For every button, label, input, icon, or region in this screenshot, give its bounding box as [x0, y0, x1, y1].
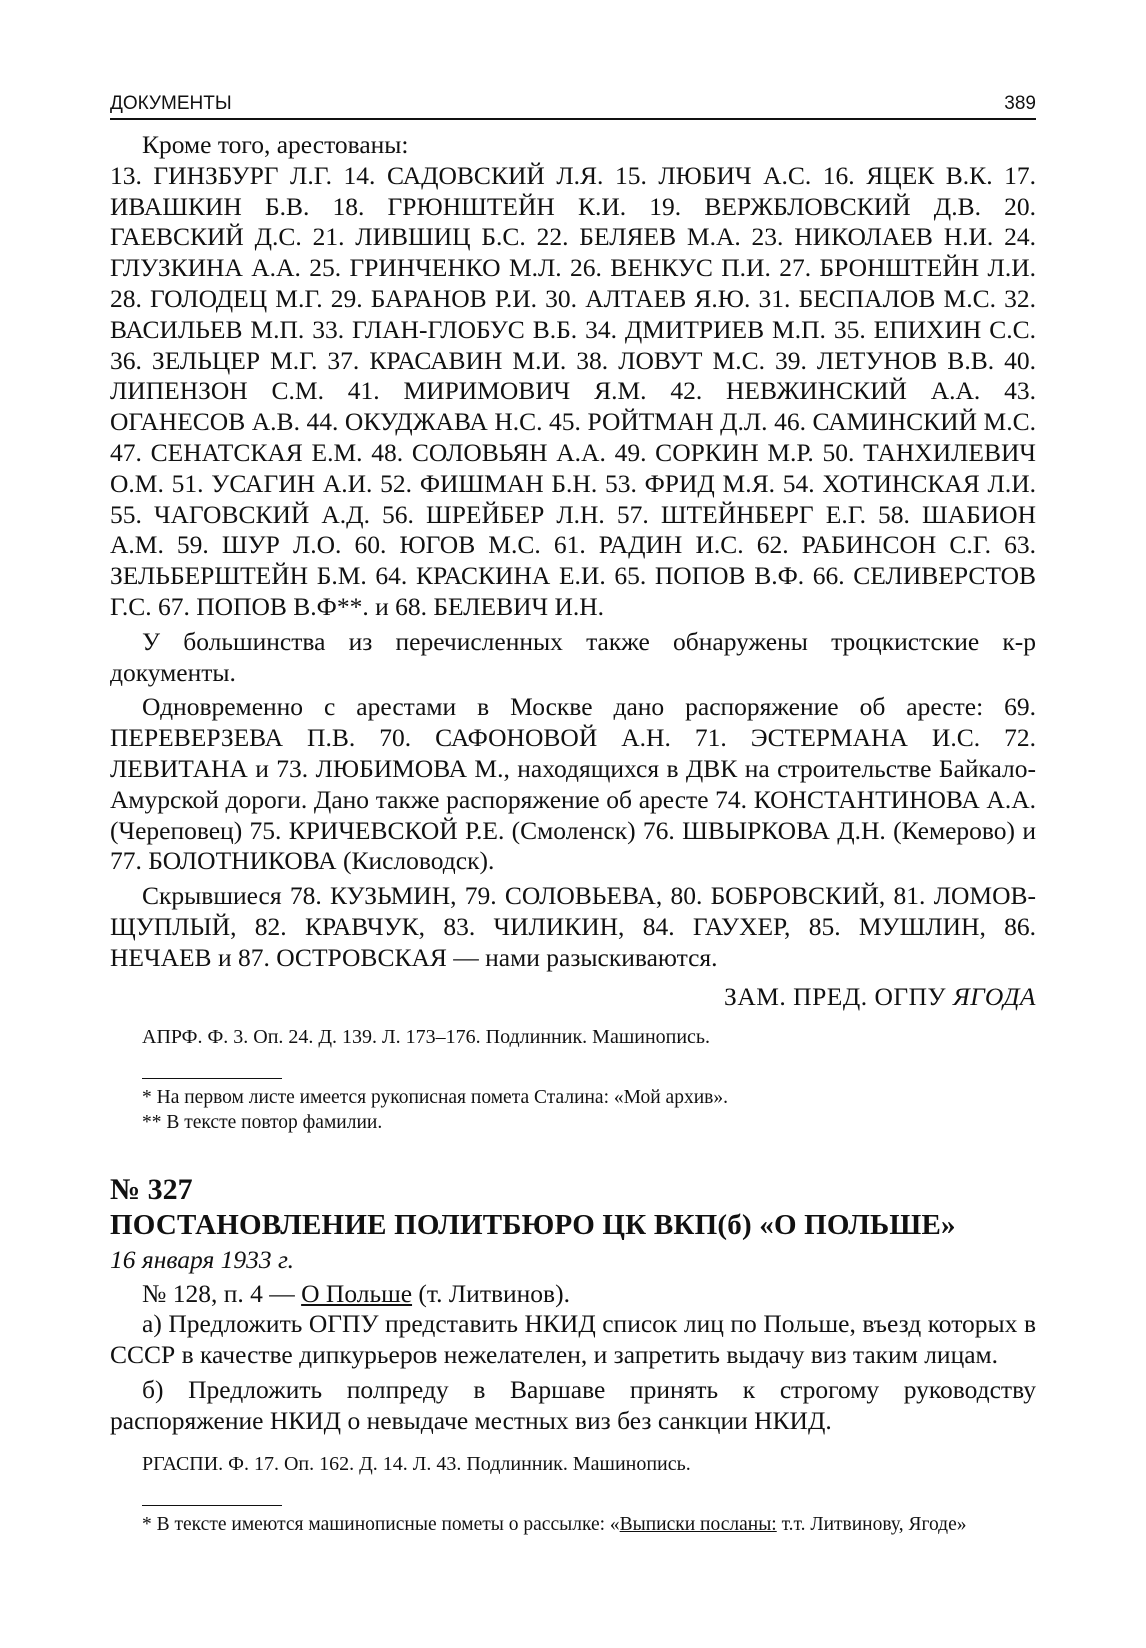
document-date: 16 января 1933 г. — [110, 1244, 295, 1274]
footnote-327-underlined: Выписки посланы: — [619, 1513, 777, 1535]
protocol-item — [110, 1279, 1036, 1310]
book-page — [110, 92, 1036, 1537]
footnote-1: * На первом листе имеется рукописная помета Сталина: «Мой архив». — [142, 1086, 728, 1108]
header-rule — [110, 118, 1036, 120]
signature — [110, 982, 1036, 1012]
signature-title: ЗАМ. ПРЕД. ОГПУ — [724, 981, 947, 1011]
arrest-intro: Кроме того, арестованы: — [142, 130, 409, 159]
footnote-2: ** В тексте повтор фамилии. — [142, 1111, 383, 1133]
archive-reference: АПРФ. Ф. 3. Оп. 24. Д. 139. Л. 173–176. Подлинник. Машинопись. — [142, 1025, 711, 1048]
document-number: № 327 — [110, 1172, 193, 1206]
footnote-rule-327 — [142, 1505, 282, 1506]
section-title: ДОКУМЕНТЫ — [110, 93, 232, 114]
page-number: 389 — [1004, 93, 1036, 114]
point-b: б) Предложить полпреду в Варшаве принять к строгому руководству распоряжение НКИД о невыдаче местных виз без санкции НКИД. — [110, 1374, 1036, 1435]
paragraph-arrest-orders: Одновременно с арестами в Москве дано распоряжение об аресте: 69. ПЕРЕВЕРЗЕВА П.В. 70. САФОНОВОЙ А.Н. 71. ЭСТЕРМАНА И.С. 72. ЛЕВИТАНА и 73. ЛЮБИМОВА М., находящихся в ДВК на строительстве Байкало-Амурской дороги. Дано также распоряжение об аресте 74. КОНСТАНТИНОВА А.А. (Череповец) 75. КРИЧЕВСКОЙ Р.Е. (Смоленск) 76. ШВЫРКОВА Д.Н. (Кемерово) и 77. БОЛОТНИКОВА (Кисловодск). — [110, 692, 1036, 876]
signature-name: ЯГОДА — [952, 981, 1036, 1011]
footnote-327-prefix: * В тексте имеются машинописные пометы о рассылке: « — [142, 1513, 620, 1535]
document-continuation — [110, 130, 1036, 974]
footnote-rule — [142, 1078, 282, 1079]
point-a: а) Предложить ОГПУ представить НКИД список лиц по Польше, въезд которых в СССР в качестве дипкурьеров нежелателен, и запретить выдачу виз таким лицам. — [110, 1309, 1036, 1370]
protocol-item-prefix: № 128, п. 4 — — [142, 1278, 302, 1308]
paragraph-fugitives: Скрывшиеся 78. КУЗЬМИН, 79. СОЛОВЬЕВА, 80. БОБРОВСКИЙ, 81. ЛОМОВ-ЩУПЛЫЙ, 82. КРАВЧУК, 83. ЧИЛИКИН, 84. ГАУХЕР, 85. МУШЛИН, 86. НЕЧАЕВ и 87. ОСТРОВСКАЯ — нами разыскиваются. — [110, 881, 1036, 972]
protocol-item-suffix: (т. Литвинов). — [412, 1278, 570, 1308]
footnote-327-suffix: т.т. Литвинову, Ягоде» — [776, 1513, 967, 1535]
document-body — [110, 1279, 1036, 1437]
protocol-item-subject: О Польше — [301, 1278, 413, 1308]
paragraph-documents: У большинства из перечисленных также обнаружены троцкистские к-р документы. — [110, 626, 1036, 687]
archive-reference-327: РГАСПИ. Ф. 17. Оп. 162. Д. 14. Л. 43. Подлинник. Машинопись. — [142, 1452, 691, 1475]
running-head — [110, 92, 1036, 118]
arrest-list: 13. ГИНЗБУРГ Л.Г. 14. САДОВСКИЙ Л.Я. 15. ЛЮБИЧ А.С. 16. ЯЦЕК В.К. 17. ИВАШКИН Б.В. 18. ГРЮНШТЕЙН К.И. 19. ВЕРЖБЛОВСКИЙ Д.В. 20. ГАЕВСКИЙ Д.С. 21. ЛИВШИЦ Б.С. 22. БЕЛЯЕВ М.А. 23. НИКОЛАЕВ Н.И. 24. ГЛУЗКИНА А.А. 25. ГРИНЧЕНКО М.Л. 26. ВЕНКУС П.И. 27. БРОНШТЕЙН Л.И. 28. ГОЛОДЕЦ М.Г. 29. БАРАНОВ Р.И. 30. АЛТАЕВ Я.Ю. 31. БЕСПАЛОВ М.С. 32. ВАСИЛЬЕВ М.П. 33. ГЛАН-ГЛОБУС В.Б. 34. ДМИТРИЕВ М.П. 35. ЕПИХИН С.С. 36. ЗЕЛЬЦЕР М.Г. 37. КРАСАВИН М.И. 38. ЛОВУТ М.С. 39. ЛЕТУНОВ В.В. 40. ЛИПЕНЗОН С.М. 41. МИРИМОВИЧ Я.М. 42. НЕВЖИНСКИЙ А.А. 43. ОГАНЕСОВ А.В. 44. ОКУДЖАВА Н.С. 45. РОЙТМАН Д.Л. 46. САМИНСКИЙ М.С. 47. СЕНАТСКАЯ Е.М. 48. СОЛОВЬЯН А.А. 49. СОРКИН М.Р. 50. ТАНХИЛЕВИЧ О.М. 51. УСАГИН А.И. 52. ФИШМАН Б.Н. 53. ФРИД М.Я. 54. ХОТИНСКАЯ Л.И. 55. ЧАГОВСКИЙ А.Д. 56. ШРЕЙБЕР Л.Н. 57. ШТЕЙНБЕРГ Е.Г. 58. ШАБИОН А.М. 59. ШУР Л.О. 60. ЮГОВ М.С. 61. РАДИН И.С. 62. РАБИНСОН С.Г. 63. ЗЕЛЬБЕРШТЕЙН Б.М. 64. КРАСКИНА Е.И. 65. ПОПОВ В.Ф. 66. СЕЛИВЕРСТОВ Г.С. 67. ПОПОВ В.Ф**. и 68. БЕЛЕВИЧ И.Н. — [110, 160, 1036, 621]
document-title: ПОСТАНОВЛЕНИЕ ПОЛИТБЮРО ЦК ВКП(б) «О ПОЛЬШЕ» — [110, 1208, 956, 1241]
footnote-327 — [110, 1512, 1036, 1537]
